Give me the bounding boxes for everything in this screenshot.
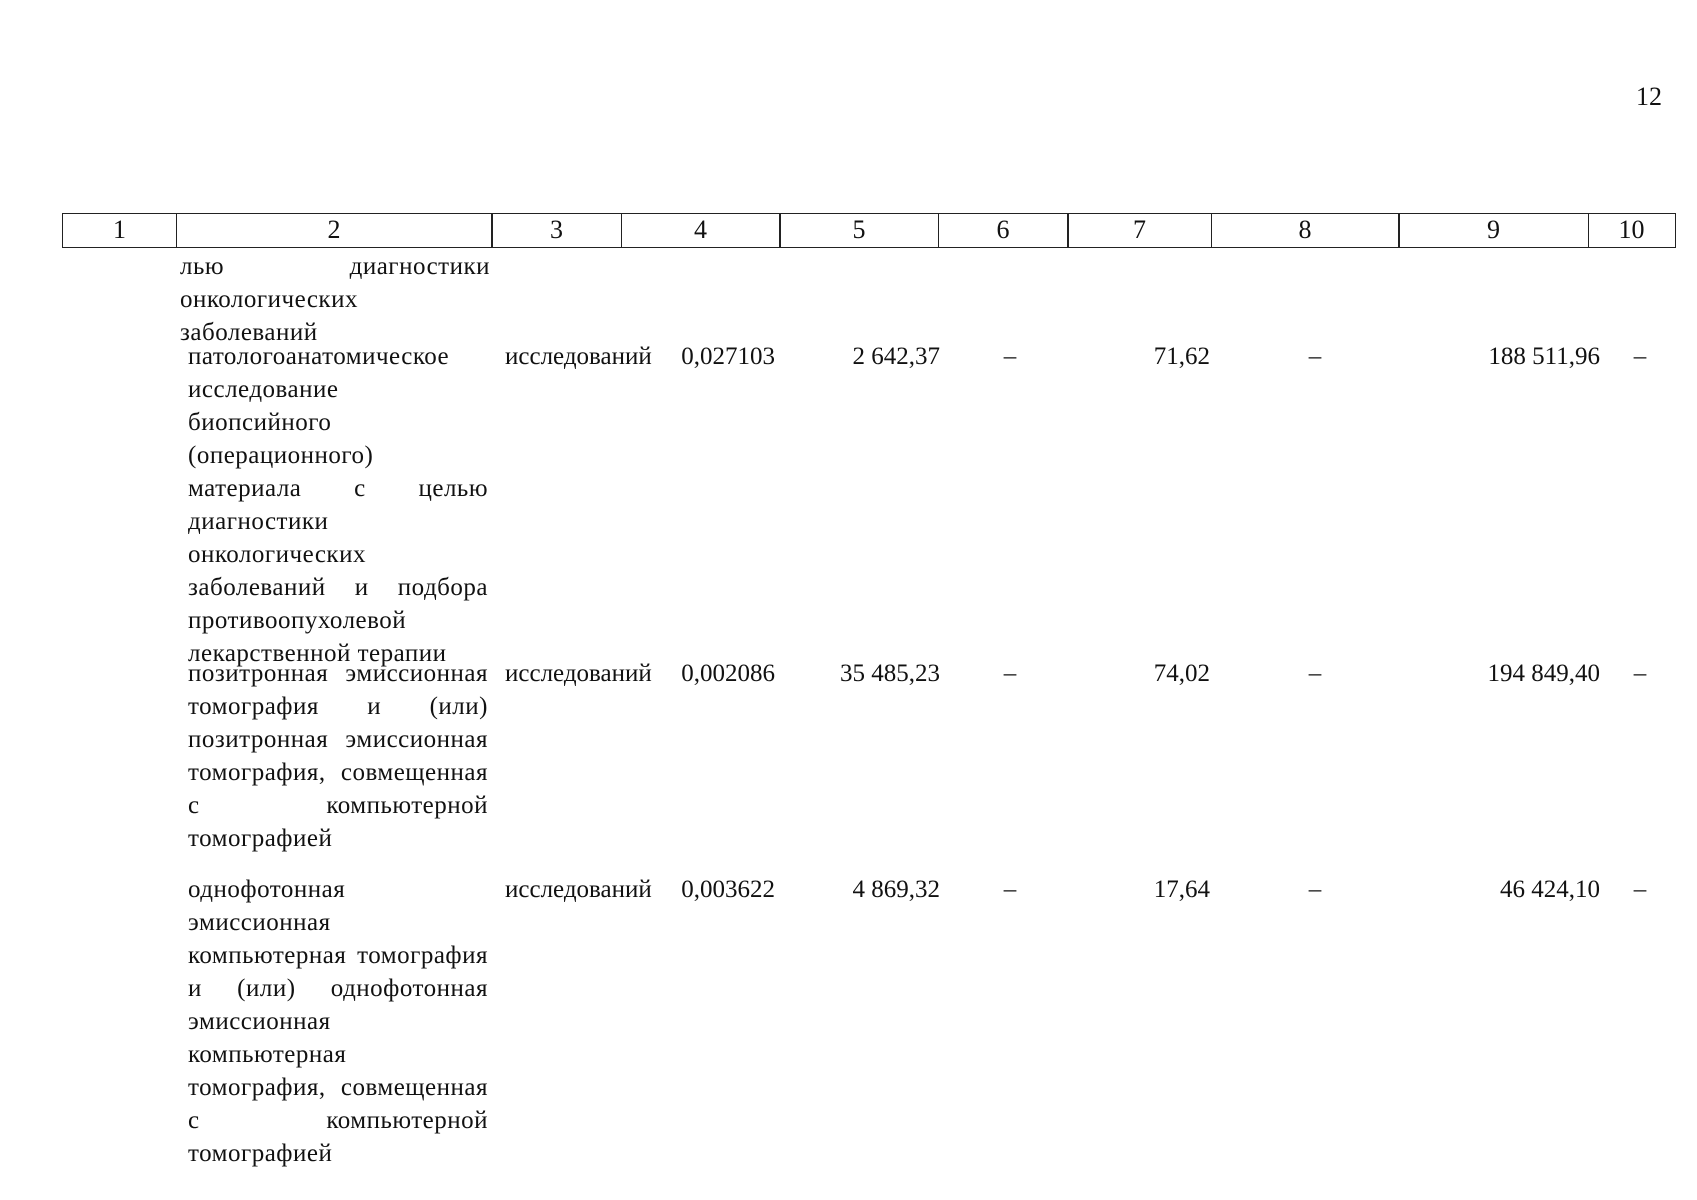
value-col-8: – <box>1308 343 1322 370</box>
value-col-5: 4 869,32 <box>852 876 940 903</box>
unit-of-measure: исследований <box>505 343 652 370</box>
value-col-6: – <box>1003 876 1017 903</box>
column-header-6: 6 <box>938 213 1069 248</box>
value-col-8: – <box>1308 876 1322 903</box>
column-header-8: 8 <box>1211 213 1400 248</box>
column-header-1: 1 <box>62 213 177 248</box>
column-header-9: 9 <box>1398 213 1589 248</box>
value-col-7: 17,64 <box>1153 876 1210 903</box>
service-description: позитронная эмиссионная томография и (или) позитронная эмиссионная томография, совмещенная с компьютерной томографией <box>188 660 488 852</box>
column-header-10: 10 <box>1588 213 1676 248</box>
value-col-6: – <box>1003 660 1017 687</box>
column-header-7: 7 <box>1067 213 1212 248</box>
unit-of-measure: исследований <box>505 876 652 903</box>
value-col-6: – <box>1003 343 1017 370</box>
service-description: однофотонная эмиссионная компьютерная томография и (или) однофотонная эмиссионная компьютерная томография, совмещенная с компьютерной томографией <box>188 876 488 1167</box>
value-col-10: – <box>1633 660 1647 687</box>
value-col-10: – <box>1633 343 1647 370</box>
column-header-4: 4 <box>621 213 781 248</box>
page-number: 12 <box>1636 82 1662 111</box>
column-number-header <box>62 213 1674 248</box>
value-col-4: 0,003622 <box>681 876 775 903</box>
value-col-5: 2 642,37 <box>852 343 940 370</box>
value-col-10: – <box>1633 876 1647 903</box>
value-col-9: 188 511,96 <box>1488 343 1600 370</box>
value-col-9: 194 849,40 <box>1487 660 1600 687</box>
value-col-7: 71,62 <box>1153 343 1210 370</box>
column-header-5: 5 <box>779 213 939 248</box>
value-col-8: – <box>1308 660 1322 687</box>
value-col-4: 0,027103 <box>681 343 775 370</box>
value-col-9: 46 424,10 <box>1500 876 1600 903</box>
value-col-4: 0,002086 <box>681 660 775 687</box>
column-header-2: 2 <box>176 213 493 248</box>
unit-of-measure: исследований <box>505 660 652 687</box>
column-header-3: 3 <box>491 213 622 248</box>
service-description: патологоанатомическое исследование биопсийного (операционного) материала с целью диагностики онкологических заболеваний и подбора противоопухолевой лекарственной терапии <box>188 343 488 667</box>
continued-description: лью диагностики онкологических заболеваний <box>180 253 490 346</box>
value-col-5: 35 485,23 <box>840 660 940 687</box>
value-col-7: 74,02 <box>1153 660 1210 687</box>
